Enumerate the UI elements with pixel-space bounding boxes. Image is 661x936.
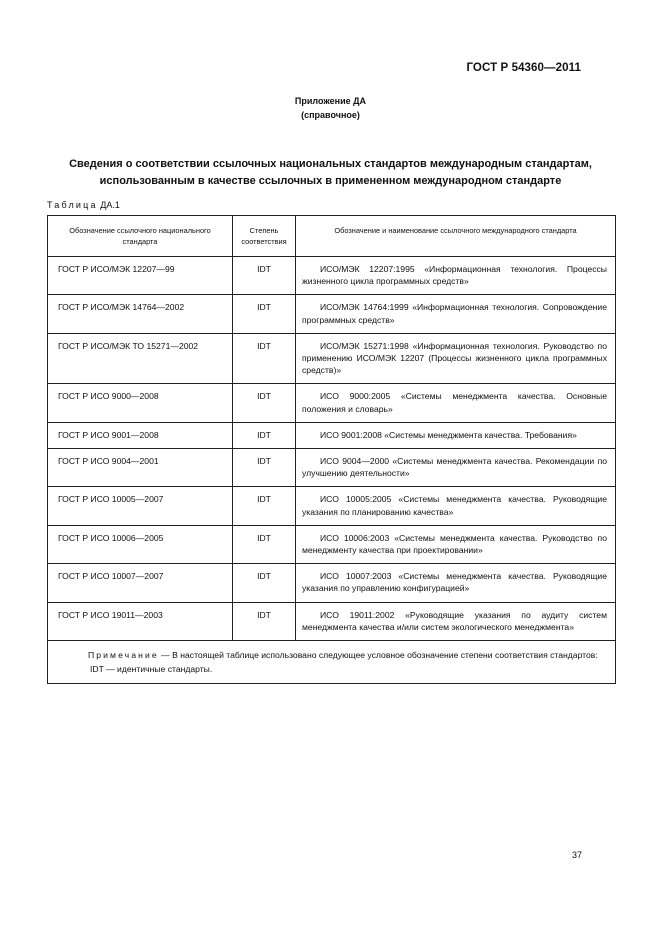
national-standard-cell: ГОСТ Р ИСО/МЭК 12207—99: [48, 257, 233, 295]
note-legend: IDT — идентичные стандарты.: [90, 664, 213, 675]
header-degree: Степень соответствия: [233, 216, 296, 257]
annex-title-block: [0, 94, 661, 122]
national-standard-cell: ГОСТ Р ИСО 9004—2001: [48, 449, 233, 487]
section-heading: [40, 156, 621, 190]
national-standard-cell: ГОСТ Р ИСО 10005—2007: [48, 487, 233, 525]
degree-cell: IDT: [233, 257, 296, 295]
international-standard-cell: ИСО 10007:2003 «Системы менеджмента качества. Руководящие указания по управлению конфигурацией»: [296, 564, 616, 602]
header-national-standard: Обозначение ссылочного национального стандарта: [48, 216, 233, 257]
table-row: [48, 525, 616, 563]
international-standard-cell: ИСО 9001:2008 «Системы менеджмента качества. Требования»: [296, 422, 616, 448]
degree-cell: IDT: [233, 333, 296, 384]
table-note: [48, 641, 616, 684]
international-standard-cell: ИСО 9000:2005 «Системы менеджмента качества. Основные положения и словарь»: [296, 384, 616, 422]
note-label: Примечание: [88, 650, 159, 661]
national-standard-cell: ГОСТ Р ИСО 19011—2003: [48, 602, 233, 640]
national-standard-cell: ГОСТ Р ИСО/МЭК ТО 15271—2002: [48, 333, 233, 384]
table-row: [48, 487, 616, 525]
table-row: [48, 295, 616, 333]
table-row: [48, 257, 616, 295]
note-text-block: [58, 649, 606, 661]
table-caption: [47, 200, 120, 210]
table-row: [48, 422, 616, 448]
international-standard-cell: ИСО 10006:2003 «Системы менеджмента качества. Руководство по менеджменту качества при проектировании»: [296, 525, 616, 563]
national-standard-cell: ГОСТ Р ИСО 9000—2008: [48, 384, 233, 422]
international-standard-cell: ИСО 9004—2000 «Системы менеджмента качества. Рекомендации по улучшению деятельности»: [296, 449, 616, 487]
page-number: 37: [571, 850, 582, 860]
international-standard-cell: ИСО 19011:2002 «Руководящие указания по аудиту систем менеджмента качества и/или систем экологического менеджмента»: [296, 602, 616, 640]
national-standard-cell: ГОСТ Р ИСО/МЭК 14764—2002: [48, 295, 233, 333]
table-caption-number: ДА.1: [100, 200, 120, 210]
annex-subtitle: (справочное): [301, 110, 360, 120]
table-row: [48, 384, 616, 422]
degree-cell: IDT: [233, 602, 296, 640]
national-standard-cell: ГОСТ Р ИСО 10006—2005: [48, 525, 233, 563]
table-header-row: [48, 216, 616, 257]
table-row: [48, 564, 616, 602]
degree-cell: IDT: [233, 449, 296, 487]
document-id: ГОСТ Р 54360—2011: [466, 62, 581, 74]
national-standard-cell: ГОСТ Р ИСО 9001—2008: [48, 422, 233, 448]
heading-line-1: Сведения о соответствии ссылочных национальных стандартов международным стандартам,: [69, 158, 592, 170]
degree-cell: IDT: [233, 564, 296, 602]
international-standard-cell: ИСО/МЭК 14764:1999 «Информационная технология. Сопровождение программных средств»: [296, 295, 616, 333]
table-row: [48, 333, 616, 384]
international-standard-cell: ИСО 10005:2005 «Системы менеджмента качества. Руководящие указания по планированию качества»: [296, 487, 616, 525]
degree-cell: IDT: [233, 422, 296, 448]
table-row: [48, 449, 616, 487]
table-row: [48, 602, 616, 640]
header-international-standard: Обозначение и наименование ссылочного международного стандарта: [296, 216, 616, 257]
degree-cell: IDT: [233, 487, 296, 525]
table-caption-word: Таблица: [47, 200, 98, 210]
international-standard-cell: ИСО/МЭК 15271:1998 «Информационная технология. Руководство по применению ИСО/МЭК 12207 (Процессы жизненного цикла программных средств)»: [296, 333, 616, 384]
note-text: — В настоящей таблице использовано следующее условное обозначение степени соответствия стандартов:: [161, 650, 598, 661]
degree-cell: IDT: [233, 295, 296, 333]
standards-table: [47, 215, 616, 684]
degree-cell: IDT: [233, 384, 296, 422]
international-standard-cell: ИСО/МЭК 12207:1995 «Информационная технология. Процессы жизненного цикла программных средств»: [296, 257, 616, 295]
heading-line-2: использованным в качестве ссылочных в примененном международном стандарте: [99, 175, 562, 187]
degree-cell: IDT: [233, 525, 296, 563]
national-standard-cell: ГОСТ Р ИСО 10007—2007: [48, 564, 233, 602]
table-note-row: [48, 641, 616, 684]
annex-title: Приложение ДА: [294, 96, 367, 106]
